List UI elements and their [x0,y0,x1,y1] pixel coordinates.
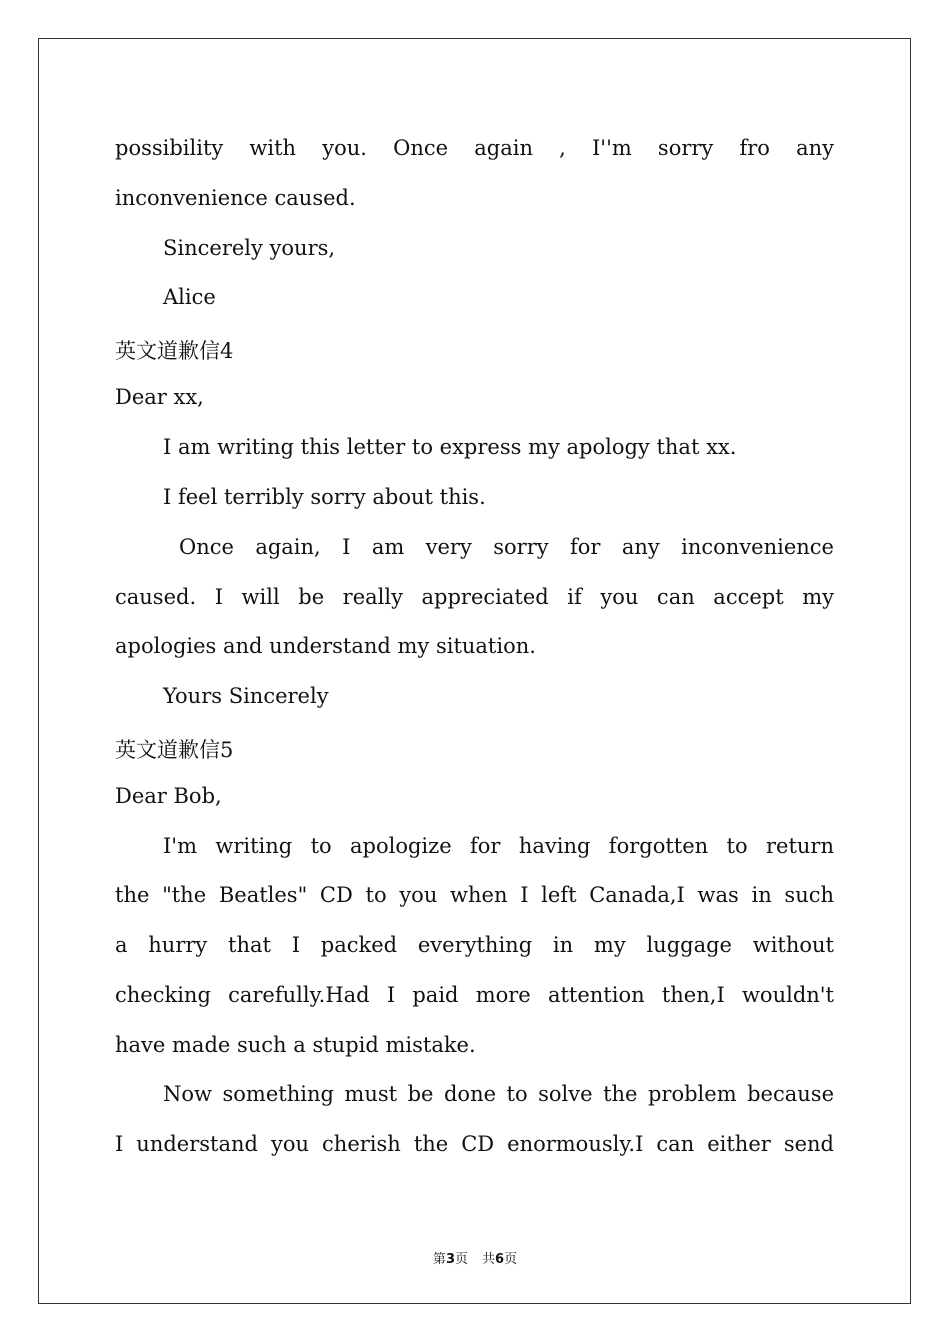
paragraph-line: the "the Beatles" CD to you when I left Canada,I was in such [115,883,834,907]
current-page-number: 3 [445,1252,455,1267]
paragraph-line: have made such a stupid mistake. [115,1033,476,1057]
greeting: Dear xx, [115,385,204,409]
paragraph-line: a hurry that I packed everything in my luggage without [115,933,834,957]
page-prefix: 第 [432,1252,446,1267]
signature-name: Alice [163,285,216,309]
paragraph-line: inconvenience caused. [115,186,356,210]
section-heading: 英文道歉信4 [115,339,234,363]
paragraph-line: I am writing this letter to express my apology that xx. [163,435,737,459]
page-footer [0,1248,950,1267]
paragraph-line: caused. I will be really appreciated if you can accept my [115,585,834,609]
paragraph-line: I feel terribly sorry about this. [163,485,486,509]
total-suffix: 页 [504,1252,518,1267]
paragraph-line: checking carefully.Had I paid more attention then,I wouldn't [115,983,834,1007]
paragraph-line: I'm writing to apologize for having forgotten to return [163,834,834,858]
closing-salutation: Sincerely yours, [163,236,336,260]
total-prefix: 共 [482,1252,496,1267]
section-heading: 英文道歉信5 [115,738,234,762]
page-suffix: 页 [454,1252,468,1267]
paragraph-line: possibility with you. Once again , I''m sorry fro any [115,136,834,160]
paragraph-line: apologies and understand my situation. [115,634,536,658]
page-border [38,38,911,1304]
paragraph-line: Now something must be done to solve the problem because [163,1082,834,1106]
greeting: Dear Bob, [115,784,222,808]
total-page-number: 6 [495,1252,505,1267]
paragraph-line: I understand you cherish the CD enormously.I can either send [115,1132,834,1156]
paragraph-line: Once again, I am very sorry for any inconvenience [179,535,834,559]
closing-salutation: Yours Sincerely [163,684,329,708]
